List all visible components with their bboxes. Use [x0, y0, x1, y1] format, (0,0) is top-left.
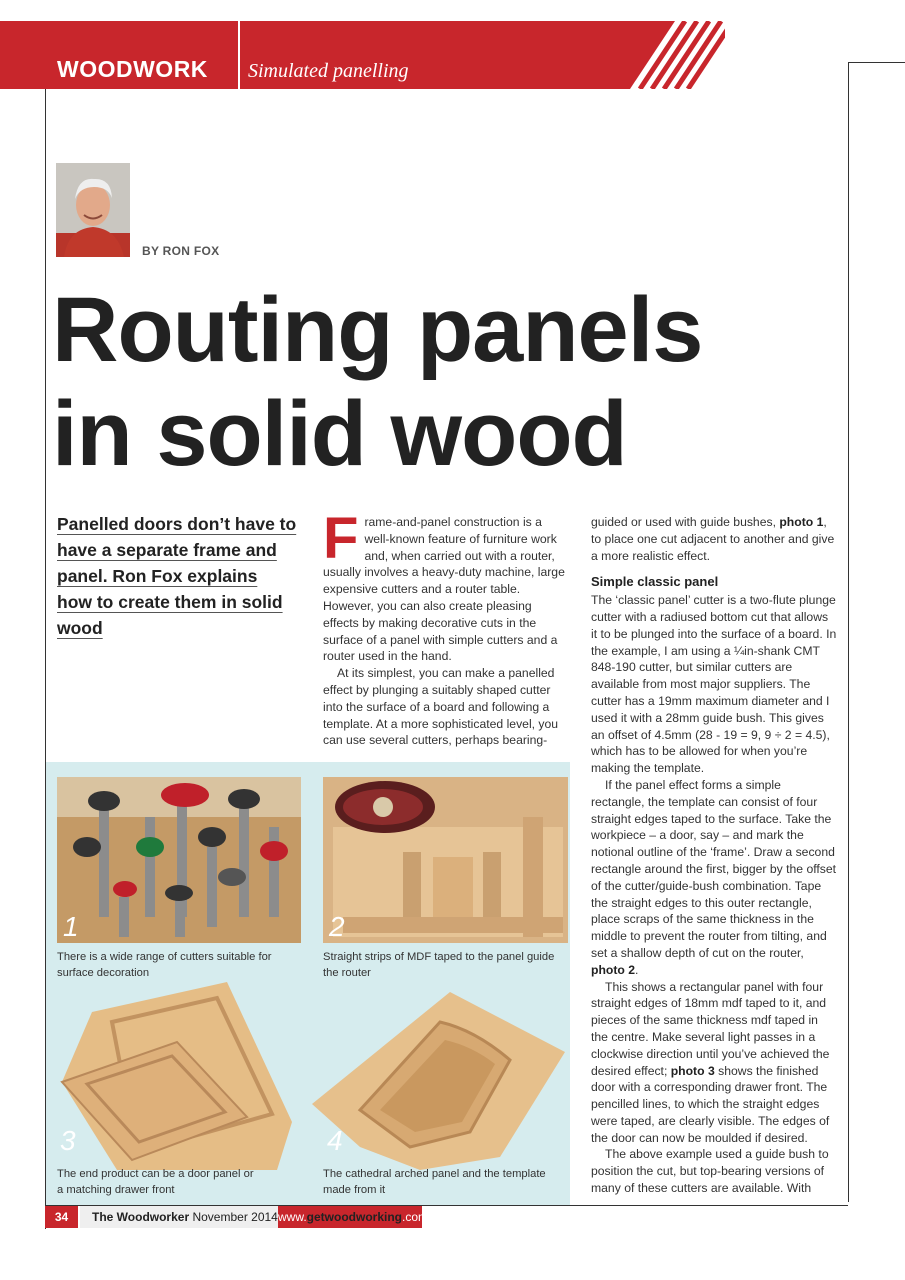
section-name: WOODWORK [57, 56, 208, 82]
header-stripes [455, 21, 725, 89]
paragraph: guided or used with guide bushes, photo 1, to place one cut adjacent to another and give a more realistic effect. [591, 515, 835, 563]
photo-router-strips [323, 777, 568, 943]
frame-line-top-right [848, 62, 905, 63]
photo-number-1: 1 [63, 911, 79, 942]
author-photo [56, 163, 130, 257]
paragraph: The ‘classic panel’ cutter is a two-flute plunge cutter with a radiused bottom cut that allows it to be plunged into the surface of a board. In the example, I am using a ¼in-shank CMT 848-190 cutter, but similar cutters are available from most major suppliers. The cutter has a 19mm maximum diameter and I used it with a 28mm guide bush. This gives an offset of 4.5mm (28 - 19 = 9, 9 ÷ 2 = 4.5), which has to be allowed for when you’re making the template. [591, 593, 837, 776]
page-number: 34 [45, 1206, 78, 1228]
body-column-2 [323, 506, 568, 749]
header-divider [238, 21, 240, 89]
photo-caption-4: The cathedral arched panel and the template made from it [323, 1168, 546, 1196]
section-subtitle: Simulated panelling [248, 60, 409, 82]
paragraph: This shows a rectangular panel with four straight edges of 18mm mdf taped to it, and pieces of the same thickness mdf taped in the centre. Make several light passes in a clockwise direction until you’ve achieved the desired effect; photo 3 shows the finished door with a corresponding drawer front. The pencilled lines, to which the straight edges were taped, are clearly visible. The edges of the door can now be moulded if desired. [591, 979, 830, 1145]
photo-cutters [57, 777, 301, 943]
photo-number-4: 4 [327, 1125, 343, 1156]
standfirst: Panelled doors don’t have to have a separate frame and panel. Ron Fox explains how to create them in solid wood [57, 514, 297, 638]
frame-line-right [848, 62, 849, 1202]
drop-cap: F [323, 506, 359, 571]
title-line-2: in solid wood [52, 383, 627, 485]
paragraph: The above example used a guide bush to position the cut, but top-bearing versions of many of these cutters are available. With [591, 1147, 829, 1196]
subheading: Simple classic panel [591, 574, 719, 590]
body-column-3 [591, 514, 837, 1197]
article-title [52, 278, 842, 486]
photo-door-drawer [57, 982, 292, 1170]
photo-number-2: 2 [329, 911, 345, 942]
paragraph-intro: Frame-and-panel construction is a well-known feature of furniture work and, when carried out with a router, usually involves a heavy-duty machine, large expensive cutters and a router table. However, you can also create pleasing effects by making decorative cuts in the surface of a panel with simple cutters and a router used in the hand. [323, 506, 565, 664]
title-line-1: Routing panels [52, 279, 703, 381]
photo-caption-1: There is a wide range of cutters suitable for surface decoration [57, 951, 272, 979]
website-link[interactable]: www.getwoodworking.com [278, 1206, 422, 1228]
photo-caption-2: Straight strips of MDF taped to the panel guide the router [323, 951, 555, 979]
publication-info: The Woodworker November 2014 [80, 1206, 282, 1228]
photo-number-3: 3 [60, 1125, 76, 1156]
byline: BY RON FOX [142, 244, 220, 258]
paragraph: If the panel effect forms a simple rectangle, the template can consist of four straight edges taped to the surface. Take the workpiece – a door, say – and mark the notional outline of the ‘frame’. Draw a second rectangle around the first, bigger by the offset of the cutter/guide-bush combination. Tape the straight edges to this outer rectangle, place scraps of the same thickness in the middle to prevent the router from tilting, and set a shallow depth of cut on the router, photo 2. [591, 777, 837, 977]
photo-caption-3: The end product can be a door panel or a matching drawer front [57, 1168, 254, 1196]
paragraph: At its simplest, you can make a panelled effect by plunging a suitably shaped cutter into the surface of a board and following a template. At a more sophisticated level, you can use several cutters, perhaps bearing- [323, 666, 559, 748]
